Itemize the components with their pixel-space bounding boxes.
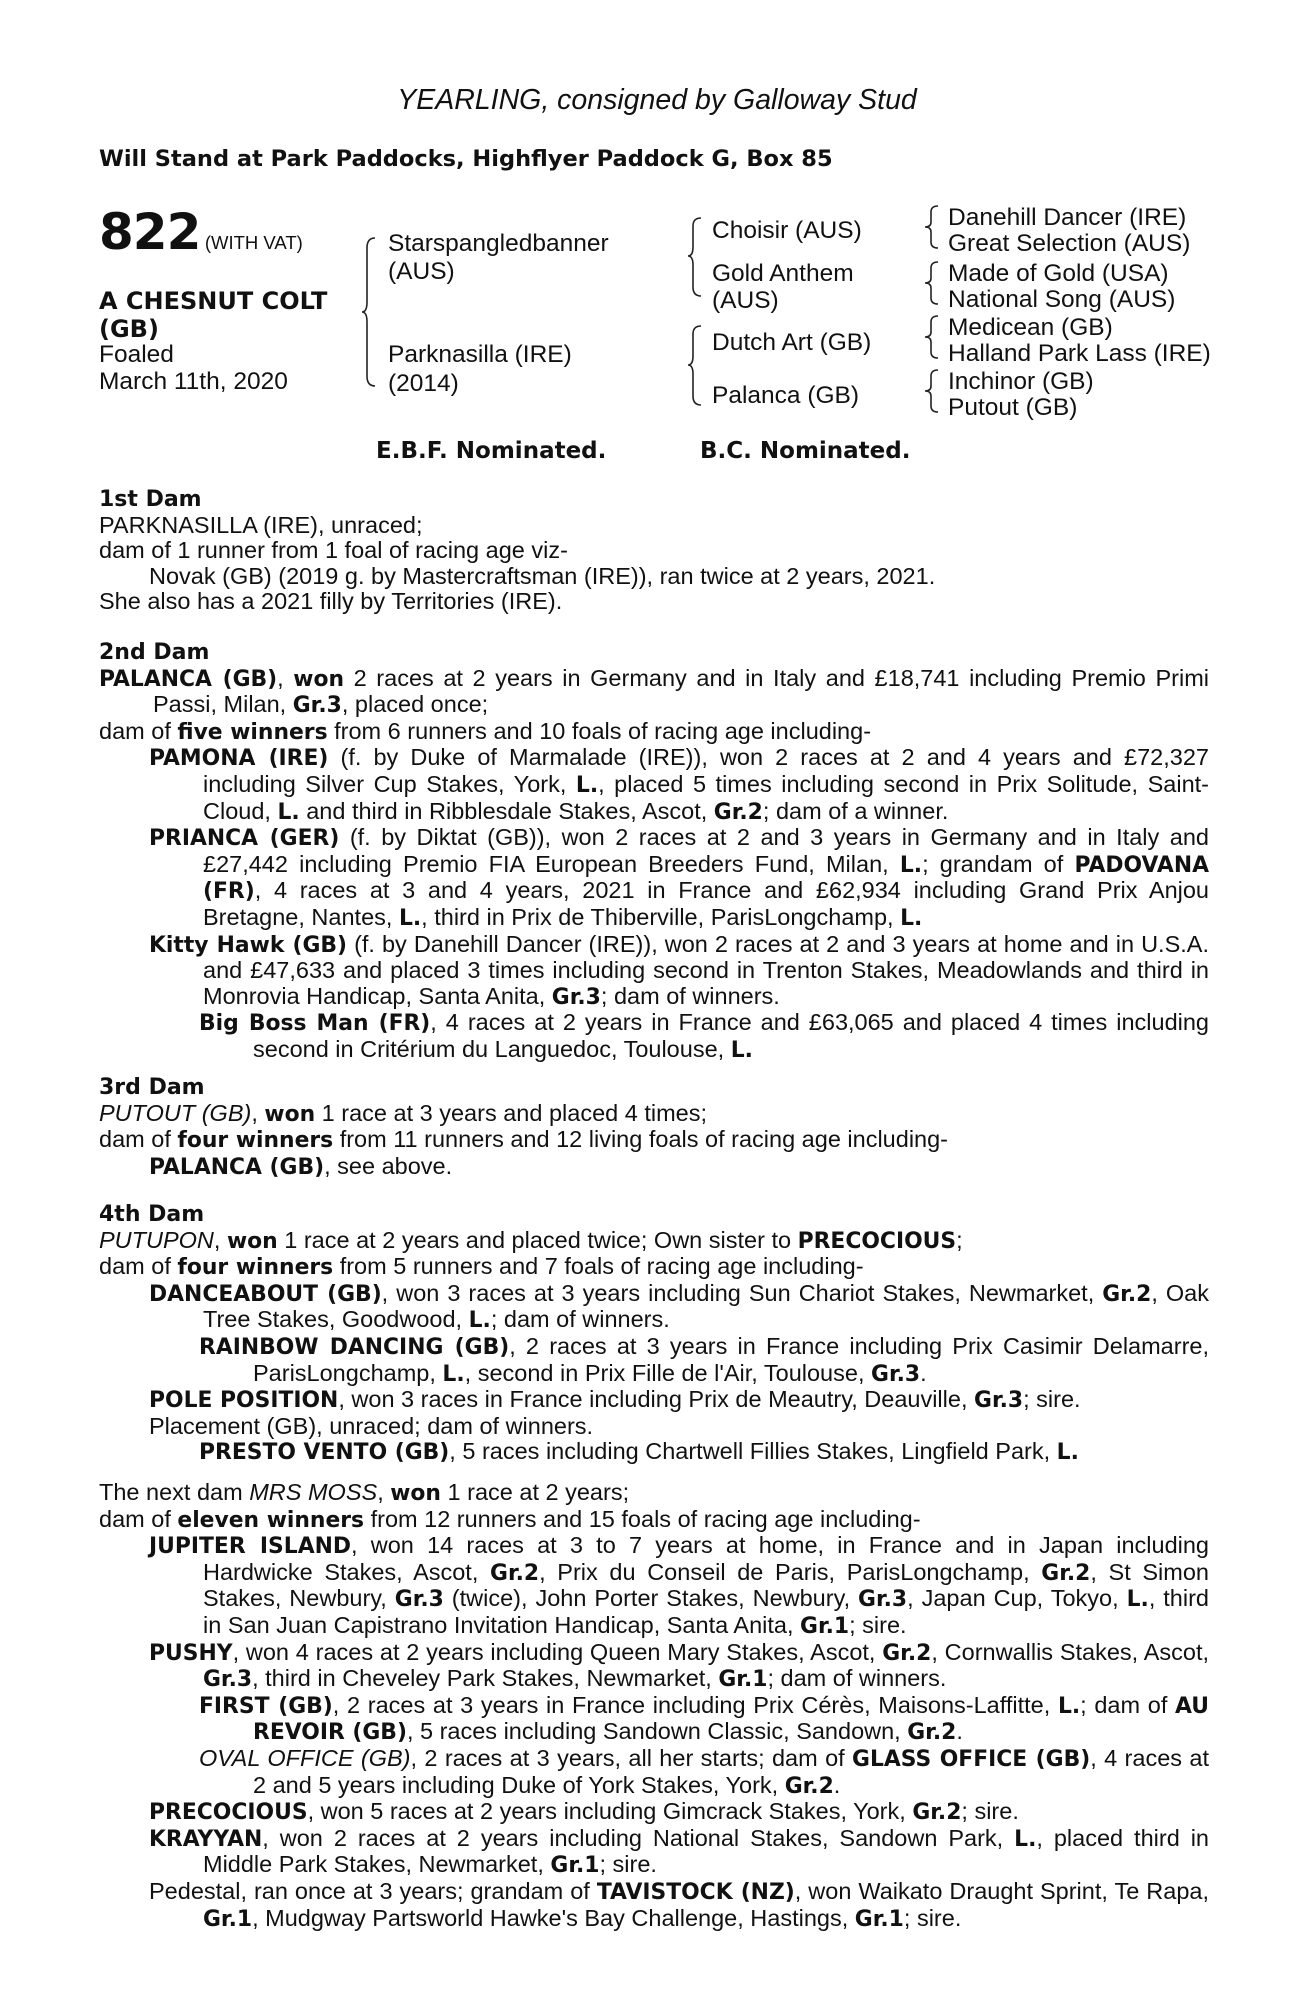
gp-dss: Medicean (GB) — [948, 314, 1113, 341]
sire-dam-line1: Gold Anthem — [712, 260, 854, 287]
produce-entry: Pedestal, ran once at 3 years; grandam of TAVISTOCK (NZ), won Waikato Draught Sprint, Te Rapa, Gr.1, Mudgway Partsworld Hawke's Bay Challenge, Hastings, Gr.1; sire. — [149, 1877, 1209, 1932]
sire-dam-line2: (AUS) — [712, 287, 779, 314]
stand-location: Will Stand at Park Paddocks, Highflyer Paddock G, Box 85 — [99, 146, 833, 172]
dam-produce-summary: dam of four winners from 11 runners and 12 living foals of racing age including- — [99, 1126, 949, 1154]
lot-country: (GB) — [99, 315, 159, 343]
produce-entry: FIRST (GB), 2 races at 3 years in France including Prix Cérès, Maisons-Laffitte, L.; dam of AU REVOIR (GB), 5 races including Sandown Classic, Sandown, Gr.2. — [199, 1691, 1210, 1746]
dam-entry: PUTOUT (GB), won 1 race at 3 years and placed 4 times; — [99, 1099, 708, 1127]
first-dam-section — [99, 487, 1209, 615]
dam-entry: The next dam MRS MOSS, won 1 race at 2 years; — [99, 1479, 630, 1506]
lot-number-row — [99, 203, 303, 261]
first-dam-line: Novak (GB) (2019 g. by Mastercraftsman (IRE)), ran twice at 2 years, 2021. — [149, 562, 936, 589]
gp-ssd: Great Selection (AUS) — [948, 230, 1191, 257]
gp-dds: Inchinor (GB) — [948, 368, 1094, 395]
gp-bracket-3 — [925, 314, 939, 362]
gp-bracket-1 — [925, 204, 939, 252]
fourth-dam-title: 4th Dam — [99, 1202, 205, 1227]
next-dam-section — [99, 1480, 1209, 1932]
produce-entry: OVAL OFFICE (GB), 2 races at 3 years, all her starts; dam of GLASS OFFICE (GB), 4 races at 2 and 5 years including Duke of York Stakes, York, Gr.2. — [199, 1744, 1209, 1799]
produce-entry: PAMONA (IRE) (f. by Duke of Marmalade (IRE)), won 2 races at 2 and 4 years and £72,327 including Silver Cup Stakes, York, L., placed 5 times including second in Prix Solitude, Saint-Cloud, L. and third in Ribblesdale Stakes, Ascot, Gr.2; dam of a winner. — [149, 744, 1209, 825]
dam-entry: PUTUPON, won 1 race at 2 years and placed twice; Own sister to PRECOCIOUS; — [99, 1226, 963, 1254]
second-dam-section — [99, 640, 1209, 1064]
third-dam-section — [99, 1075, 1209, 1180]
second-dam-title: 2nd Dam — [99, 640, 210, 665]
produce-entry: Big Boss Man (FR), 4 races at 2 years in France and £63,065 and placed 4 times including second in Critérium du Languedoc, Toulouse, L. — [199, 1009, 1210, 1063]
dam-year: (2014) — [388, 370, 459, 397]
dam-sire: Dutch Art (GB) — [712, 329, 872, 356]
produce-entry: PALANCA (GB), see above. — [149, 1152, 453, 1180]
vat-note: (WITH VAT) — [204, 232, 303, 253]
produce-entry: PRESTO VENTO (GB), 5 races including Chartwell Fillies Stakes, Lingfield Park, L. — [199, 1438, 1079, 1466]
lot-number: 822 — [99, 203, 201, 261]
sire-parents-bracket — [688, 216, 702, 298]
sale-header: YEARLING, consigned by Galloway Stud — [397, 84, 917, 116]
sire-country: (AUS) — [388, 258, 455, 285]
sire-name: Starspangledbanner — [388, 230, 609, 257]
produce-entry: JUPITER ISLAND, won 14 races at 3 to 7 years at home, in France and in Japan including Hardwicke Stakes, Ascot, Gr.2, Prix du Conseil de Paris, ParisLongchamp, Gr.2, St Simon Stakes, Newbury, Gr.3 (twice), John Porter Stakes, Newbury, Gr.3, Japan Cup, Tokyo, L., third in San Juan Capistrano Invitation Handicap, Santa Anita, Gr.1; sire. — [149, 1532, 1209, 1639]
first-dam-title: 1st Dam — [99, 487, 202, 512]
fourth-dam-section — [99, 1202, 1209, 1466]
produce-entry: Kitty Hawk (GB) (f. by Danehill Dancer (IRE)), won 2 races at 2 and 3 years at home and in U.S.A. and £47,633 and placed 3 times including second in Trenton Stakes, Meadowlands and third in Monrovia Handicap, Santa Anita, Gr.3; dam of winners. — [149, 930, 1209, 1010]
gp-dsd: Halland Park Lass (IRE) — [948, 340, 1211, 367]
produce-entry: Placement (GB), unraced; dam of winners. — [149, 1412, 594, 1439]
dam-entry: PALANCA (GB), won 2 races at 2 years in Germany and in Italy and £18,741 including Premio Primi Passi, Milan, Gr.3, placed once; — [99, 664, 1209, 719]
gp-sdd: National Song (AUS) — [948, 286, 1176, 313]
gp-bracket-4 — [925, 368, 939, 416]
first-dam-line: PARKNASILLA (IRE), unraced; — [99, 511, 423, 538]
gp-sss: Danehill Dancer (IRE) — [948, 204, 1187, 231]
gp-ddd: Putout (GB) — [948, 394, 1078, 421]
sire-dam-bracket — [362, 236, 376, 388]
produce-entry: POLE POSITION, won 3 races in France including Prix de Meautry, Deauville, Gr.3; sire. — [149, 1386, 1081, 1414]
produce-entry: PRIANCA (GER) (f. by Diktat (GB)), won 2 races at 2 and 3 years in Germany and in Italy and £27,442 including Premio FIA European Breeders Fund, Milan, L.; grandam of PADOVANA (FR), 4 races at 3 and 4 years, 2021 in France and £62,934 including Grand Prix Anjou Bretagne, Nantes, L., third in Prix de Thiberville, ParisLongchamp, L. — [149, 824, 1210, 931]
foaled-label: Foaled — [99, 341, 174, 368]
produce-entry: PUSHY, won 4 races at 2 years including Queen Mary Stakes, Ascot, Gr.2, Cornwallis Stakes, Ascot, Gr.3, third in Cheveley Park Stakes, Newmarket, Gr.1; dam of winners. — [149, 1638, 1209, 1693]
first-dam-line: She also has a 2021 filly by Territories (IRE). — [99, 588, 563, 615]
first-dam-line: dam of 1 runner from 1 foal of racing age viz- — [99, 537, 568, 564]
dam-name: Parknasilla (IRE) — [388, 341, 572, 368]
third-dam-title: 3rd Dam — [99, 1075, 205, 1100]
produce-entry: RAINBOW DANCING (GB), 2 races at 3 years in France including Prix Casimir Delamarre, ParisLongchamp, L., second in Prix Fille de l'Air, Toulouse, Gr.3. — [199, 1332, 1210, 1387]
gp-bracket-2 — [925, 260, 939, 308]
sire-sire: Choisir (AUS) — [712, 217, 862, 244]
bc-nomination: B.C. Nominated. — [700, 438, 911, 464]
foaled-date: March 11th, 2020 — [99, 368, 288, 395]
produce-entry: DANCEABOUT (GB), won 3 races at 3 years including Sun Chariot Stakes, Newmarket, Gr.2, Oak Tree Stakes, Goodwood, L.; dam of winners. — [149, 1279, 1209, 1334]
gp-sds: Made of Gold (USA) — [948, 260, 1169, 287]
ebf-nomination: E.B.F. Nominated. — [376, 438, 607, 464]
dam-produce-summary: dam of four winners from 5 runners and 7 foals of racing age including- — [99, 1253, 864, 1281]
lot-description: A CHESNUT COLT — [99, 287, 328, 315]
dam-produce-summary: dam of five winners from 6 runners and 10 foals of racing age including- — [99, 717, 872, 745]
dam-parents-bracket — [688, 324, 702, 408]
dam-produce-summary: dam of eleven winners from 12 runners and 15 foals of racing age including- — [99, 1505, 921, 1533]
dam-dam: Palanca (GB) — [712, 382, 860, 409]
produce-entry: KRAYYAN, won 2 races at 2 years including National Stakes, Sandown Park, L., placed third in Middle Park Stakes, Newmarket, Gr.1; sire. — [149, 1824, 1209, 1879]
produce-entry: PRECOCIOUS, won 5 races at 2 years including Gimcrack Stakes, York, Gr.2; sire. — [149, 1798, 1019, 1826]
